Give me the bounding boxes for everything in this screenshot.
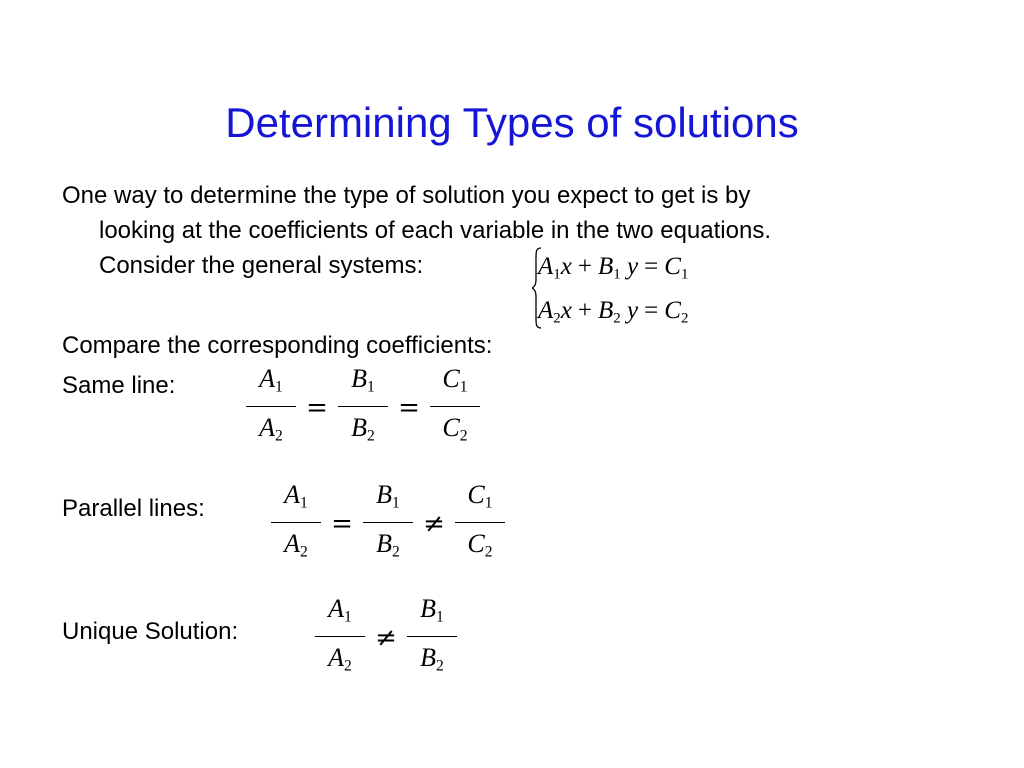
frac-c: $\frac{C_1}{C_2}$	[430, 364, 480, 451]
eq1-c: C	[664, 253, 681, 280]
parallel-lines-ratio	[271, 480, 505, 567]
equals-sign: =	[331, 508, 353, 539]
frac-c: $\frac{C_1}{C_2}$	[455, 480, 505, 567]
eq2-b: B	[598, 297, 614, 324]
eq2-y: y	[627, 297, 639, 324]
frac-b: $\frac{B_1}{B_2}$	[338, 364, 388, 451]
frac-a: $\frac{A_1}{A_2}$	[246, 364, 296, 451]
eq2-b-sub: 2	[613, 310, 621, 327]
same-line-label: Same line:	[62, 372, 176, 399]
not-equal-sign: ≠	[423, 508, 445, 539]
equation-2	[538, 296, 688, 334]
intro-line-2: looking at the coefficients of each variable in the two equations.	[99, 217, 771, 244]
eq1-c-sub: 1	[680, 266, 689, 283]
eq1-a-sub: 1	[553, 266, 561, 283]
eq2-plus: +	[577, 297, 592, 324]
not-equal-sign: ≠	[375, 622, 397, 653]
eq2-c: C	[664, 297, 681, 324]
unique-solution-ratio	[315, 594, 457, 681]
eq1-b: B	[598, 253, 614, 280]
eq1-a: A	[538, 253, 554, 280]
eq1-b-sub: 1	[613, 266, 621, 283]
unique-solution-label: Unique Solution:	[62, 618, 239, 645]
same-line-ratio	[246, 364, 480, 451]
intro-line-1: One way to determine the type of solution you expect to get is by	[62, 182, 751, 209]
frac-b: $\frac{B_1}{B_2}$	[363, 480, 413, 567]
equals-sign: =	[398, 392, 420, 423]
frac-a: $\frac{A_1}{A_2}$	[271, 480, 321, 567]
frac-a: $\frac{A_1}{A_2}$	[315, 594, 365, 681]
eq2-c-sub: 2	[680, 310, 689, 327]
eq2-equals: =	[644, 297, 659, 324]
eq1-equals: =	[644, 253, 659, 280]
intro-line-3: Consider the general systems:	[99, 252, 424, 279]
intro-paragraph	[62, 178, 942, 283]
frac-b: $\frac{B_1}{B_2}$	[407, 594, 457, 681]
eq1-x: x	[560, 253, 572, 280]
eq2-a: A	[538, 297, 554, 324]
slide-title: Determining Types of solutions	[225, 99, 799, 146]
parallel-lines-label: Parallel lines:	[62, 495, 205, 522]
eq1-plus: +	[577, 253, 592, 280]
eq1-y: y	[627, 253, 639, 280]
equals-sign: =	[306, 392, 328, 423]
eq2-x: x	[560, 297, 572, 324]
compare-text: Compare the corresponding coefficients:	[62, 332, 493, 359]
equation-1	[538, 252, 688, 290]
eq2-a-sub: 2	[553, 310, 561, 327]
